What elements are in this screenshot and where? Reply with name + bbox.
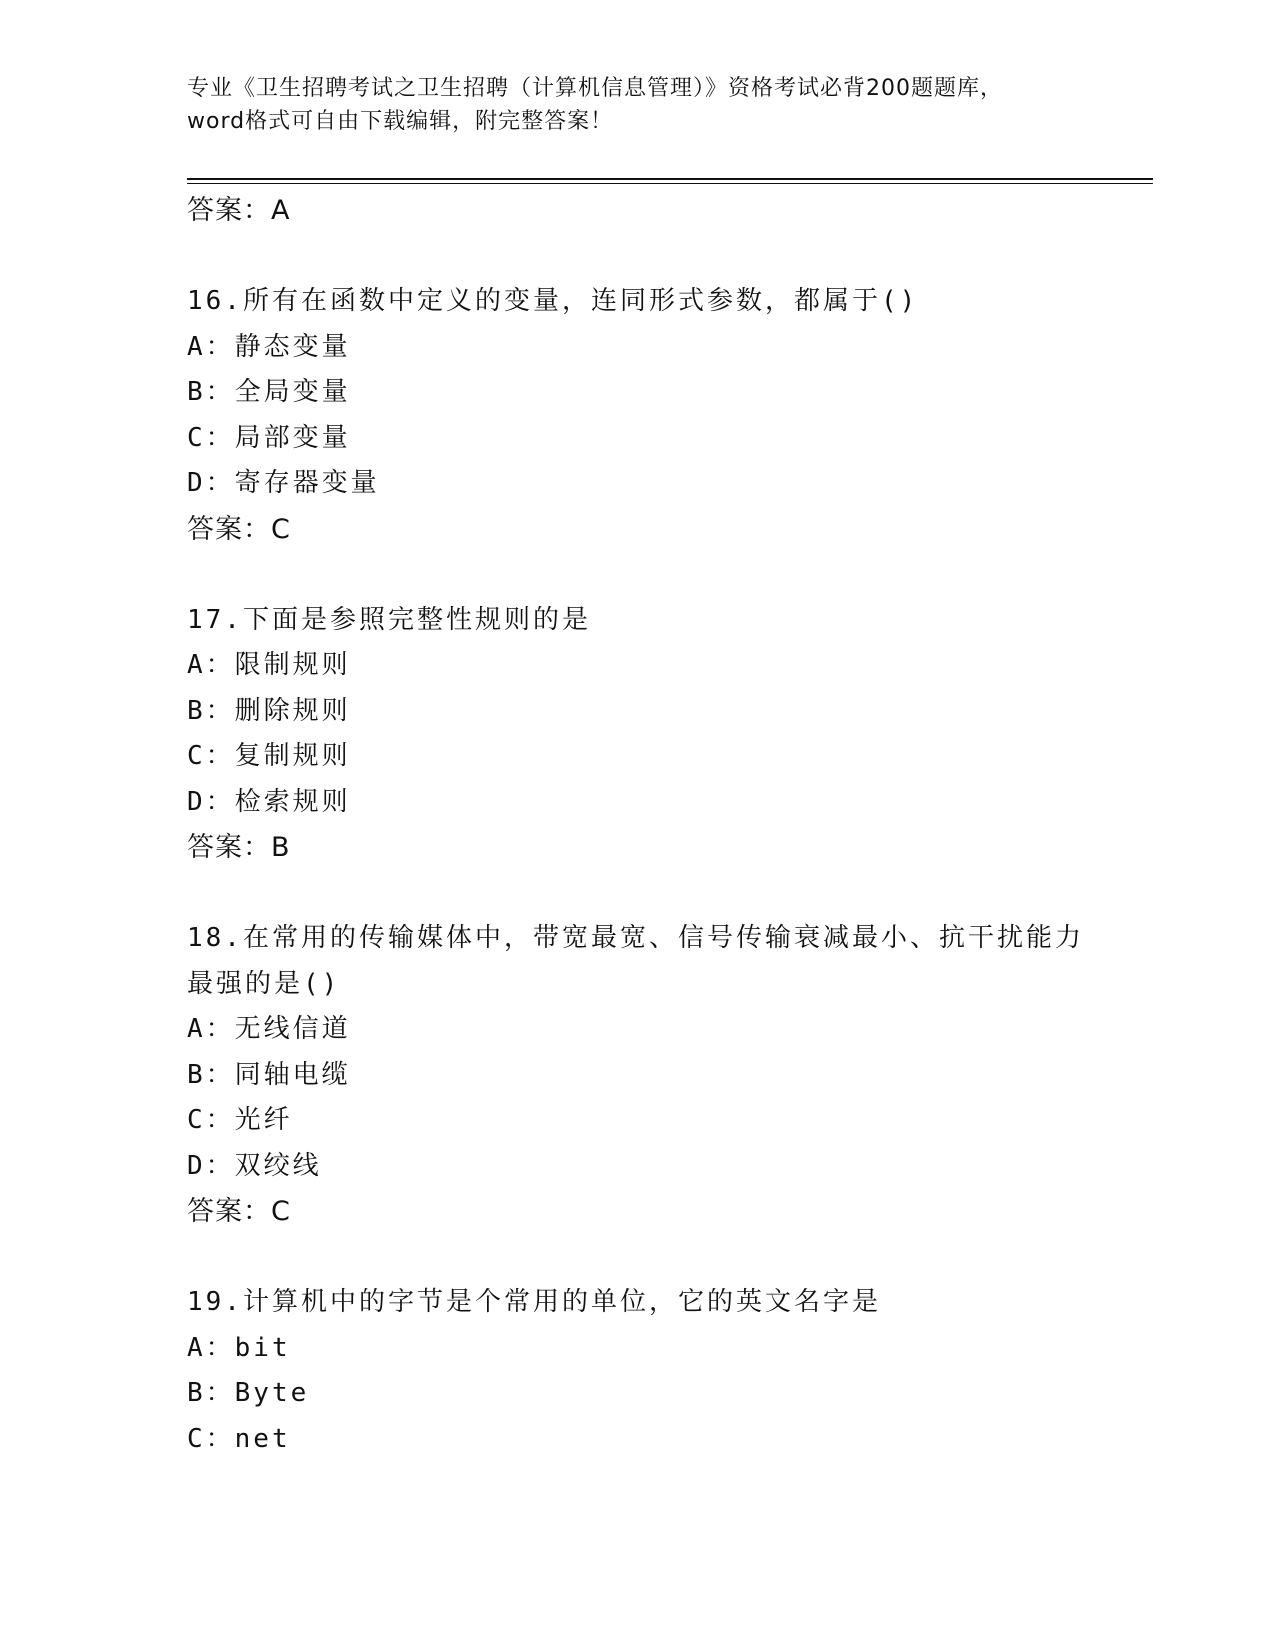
question-stem: 17.下面是参照完整性规则的是 <box>187 604 591 635</box>
question-stem: 18.在常用的传输媒体中，带宽最宽、信号传输衰减最小、抗干扰能力 <box>187 923 1084 953</box>
question-block <box>187 1280 1087 1462</box>
option-c: C：光纤 <box>187 1105 293 1135</box>
question-block <box>187 279 1087 552</box>
option-c: C：复制规则 <box>187 741 351 771</box>
header-subtitle-line: word格式可自由下载编辑，附完整答案！ <box>187 109 614 134</box>
header-divider <box>187 178 1153 184</box>
option-c: C：net <box>187 1423 291 1454</box>
document-header <box>187 72 1077 138</box>
question-list <box>187 188 1087 1462</box>
question-block <box>187 598 1087 871</box>
spacer <box>187 871 1087 917</box>
answer-line: 答案：C <box>187 1196 291 1227</box>
option-d: D：寄存器变量 <box>187 468 380 498</box>
question-block <box>187 916 1087 1235</box>
option-c: C：局部变量 <box>187 422 351 453</box>
option-b: B：全局变量 <box>187 377 351 407</box>
option-a: A：限制规则 <box>187 650 351 680</box>
option-a: A：无线信道 <box>187 1014 351 1044</box>
option-b: B：Byte <box>187 1378 310 1408</box>
option-a: A：bit <box>187 1332 291 1363</box>
spacer <box>187 1235 1087 1281</box>
option-d: D：双绞线 <box>187 1150 322 1181</box>
header-title-line: 专业《卫生招聘考试之卫生招聘（计算机信息管理）》资格考试必背200题题库， <box>187 76 1003 101</box>
answer-line: 答案：C <box>187 513 291 545</box>
question-stem-continued: 最强的是() <box>187 968 341 999</box>
option-b: B：删除规则 <box>187 695 351 726</box>
spacer <box>187 234 1087 280</box>
answer-line: 答案：A <box>187 195 291 226</box>
option-b: B：同轴电缆 <box>187 1059 351 1090</box>
answer-line: 答案：B <box>187 832 291 863</box>
question-stem: 16.所有在函数中定义的变量，连同形式参数，都属于() <box>187 286 919 316</box>
spacer <box>187 552 1087 598</box>
option-a: A：静态变量 <box>187 331 351 362</box>
option-d: D：检索规则 <box>187 786 351 817</box>
question-stem: 19.计算机中的字节是个常用的单位，它的英文名字是 <box>187 1287 881 1317</box>
